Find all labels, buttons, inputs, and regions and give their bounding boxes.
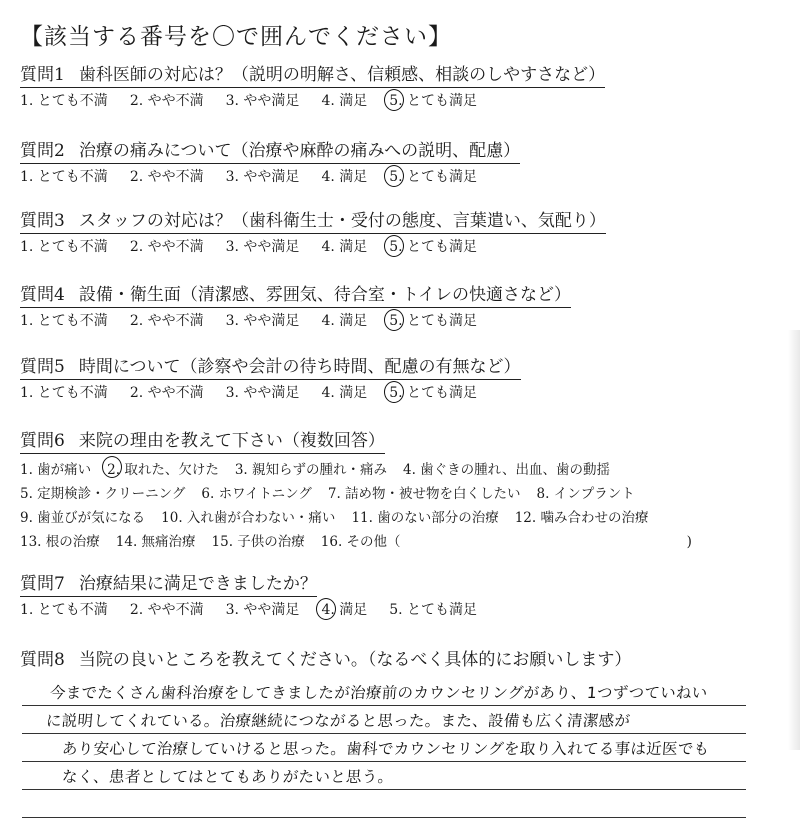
answer-line — [22, 706, 746, 734]
option-1[interactable]: 1. とても不満 — [20, 93, 108, 109]
option-5[interactable]: 5. とても満足 — [389, 93, 478, 109]
option-3[interactable]: 3. やや満足 — [225, 239, 300, 255]
question-5-options — [20, 383, 780, 403]
question-6 — [20, 430, 780, 554]
option-2[interactable]: 2. やや不満 — [129, 385, 204, 401]
question-8-title: 質問8 当院の良いところを教えてください。（なるべく具体的にお願いします） — [20, 650, 632, 670]
option-3[interactable]: 3. やや満足 — [225, 385, 300, 401]
option-3[interactable]: 3. やや満足 — [225, 602, 300, 618]
question-2-options — [20, 167, 780, 187]
option-3[interactable]: 3. やや満足 — [225, 169, 300, 185]
option-4[interactable]: 4. 満足 — [321, 385, 368, 401]
option-5[interactable]: 5. とても満足 — [389, 169, 478, 185]
question-8 — [20, 649, 780, 672]
question-1-title: 質問1 歯科医師の対応は？（説明の明解さ、信頼感、相談のしやすさなど） — [20, 64, 605, 88]
other-close-paren: ) — [686, 534, 692, 550]
question-3 — [20, 210, 780, 257]
reason-option[interactable]: 2. 取れた、欠けた — [107, 458, 219, 482]
option-2[interactable]: 2. やや不満 — [129, 602, 204, 618]
option-row — [20, 530, 780, 554]
option-3[interactable]: 3. やや満足 — [225, 93, 300, 109]
option-4[interactable]: 4. 満足 — [321, 169, 368, 185]
handwritten-answer: なく、患者としてはとてもありがたいと思う。 — [61, 768, 395, 786]
reason-option[interactable]: 15. 子供の治療 — [211, 534, 305, 550]
reason-option[interactable]: 16. その他（ — [320, 534, 401, 550]
option-1[interactable]: 1. とても不満 — [20, 313, 108, 329]
question-4-options — [20, 311, 780, 331]
option-1[interactable]: 1. とても不満 — [20, 169, 108, 185]
answer-line — [22, 678, 746, 706]
question-3-title: 質問3 スタッフの対応は？（歯科衛生士・受付の態度、言葉遣い、気配り） — [20, 210, 606, 234]
question-1-options — [20, 91, 780, 111]
answer-line — [22, 790, 746, 818]
question-3-options — [20, 237, 780, 257]
option-4[interactable]: 4. 満足 — [321, 239, 368, 255]
option-1[interactable]: 1. とても不満 — [20, 239, 108, 255]
reason-option[interactable]: 11. 歯のない部分の治療 — [351, 510, 499, 526]
question-6-options — [20, 458, 780, 554]
question-2 — [20, 140, 780, 187]
option-row — [20, 482, 780, 506]
question-6-title: 質問6 来院の理由を教えて下さい（複数回答） — [20, 430, 385, 454]
option-3[interactable]: 3. やや満足 — [225, 313, 300, 329]
reason-option[interactable]: 3. 親知らずの腫れ・痛み — [234, 462, 388, 478]
answer-line — [22, 734, 746, 762]
reason-option[interactable]: 4. 歯ぐきの腫れ、出血、歯の動揺 — [403, 462, 610, 478]
option-2[interactable]: 2. やや不満 — [129, 93, 204, 109]
reason-option[interactable]: 7. 詰め物・被せ物を白くしたい — [327, 486, 521, 502]
question-1 — [20, 64, 780, 111]
option-2[interactable]: 2. やや不満 — [129, 169, 204, 185]
reason-option[interactable]: 14. 無痛治療 — [115, 534, 196, 550]
question-4 — [20, 284, 780, 331]
reason-option[interactable]: 6. ホワイトニング — [201, 486, 312, 502]
option-4[interactable]: 4. 満足 — [321, 602, 368, 618]
question-7 — [20, 573, 780, 620]
question-8-answer-area[interactable] — [22, 678, 746, 818]
reason-option[interactable]: 8. インプラント — [536, 486, 635, 502]
option-4[interactable]: 4. 満足 — [321, 313, 368, 329]
handwritten-answer: 今までたくさん歯科治療をしてきましたが治療前のカウンセリングがあり、1つずつていねい — [49, 684, 709, 702]
reason-option[interactable]: 9. 歯並びが気になる — [20, 510, 146, 526]
option-5[interactable]: 5. とても満足 — [389, 602, 478, 618]
question-5-title: 質問5 時間について（診察や会計の待ち時間、配慮の有無など） — [20, 356, 521, 380]
handwritten-answer: あり安心して治療していけると思った。歯科でカウンセリングを取り入れてる事は近医でも — [61, 740, 711, 758]
reason-option[interactable]: 5. 定期検診・クリーニング — [20, 486, 186, 502]
reason-option[interactable]: 12. 噛み合わせの治療 — [514, 510, 649, 526]
option-row — [20, 458, 780, 482]
reason-option[interactable]: 13. 根の治療 — [20, 534, 100, 550]
question-7-options — [20, 600, 780, 620]
question-5 — [20, 356, 780, 403]
scan-edge-shadow — [788, 330, 800, 750]
option-1[interactable]: 1. とても不満 — [20, 385, 108, 401]
reason-option[interactable]: 1. 歯が痛い — [20, 462, 92, 478]
option-2[interactable]: 2. やや不満 — [129, 239, 204, 255]
option-2[interactable]: 2. やや不満 — [129, 313, 204, 329]
option-5[interactable]: 5. とても満足 — [389, 313, 478, 329]
reason-option[interactable]: 10. 入れ歯が合わない・痛い — [161, 510, 336, 526]
option-1[interactable]: 1. とても不満 — [20, 602, 108, 618]
form-heading: 【該当する番号を〇で囲んでください】 — [20, 24, 452, 50]
option-5[interactable]: 5. とても満足 — [389, 239, 478, 255]
option-4[interactable]: 4. 満足 — [321, 93, 368, 109]
question-4-title: 質問4 設備・衛生面（清潔感、雰囲気、待合室・トイレの快適さなど） — [20, 284, 571, 308]
option-5[interactable]: 5. とても満足 — [389, 385, 478, 401]
handwritten-answer: に説明してくれている。治療継続につながると思った。また、設備も広く清潔感が — [45, 712, 631, 730]
question-2-title: 質問2 治療の痛みについて（治療や麻酔の痛みへの説明、配慮） — [20, 140, 520, 164]
question-7-title: 質問7 治療結果に満足できましたか？ — [20, 573, 317, 597]
option-row — [20, 506, 780, 530]
answer-line — [22, 762, 746, 790]
